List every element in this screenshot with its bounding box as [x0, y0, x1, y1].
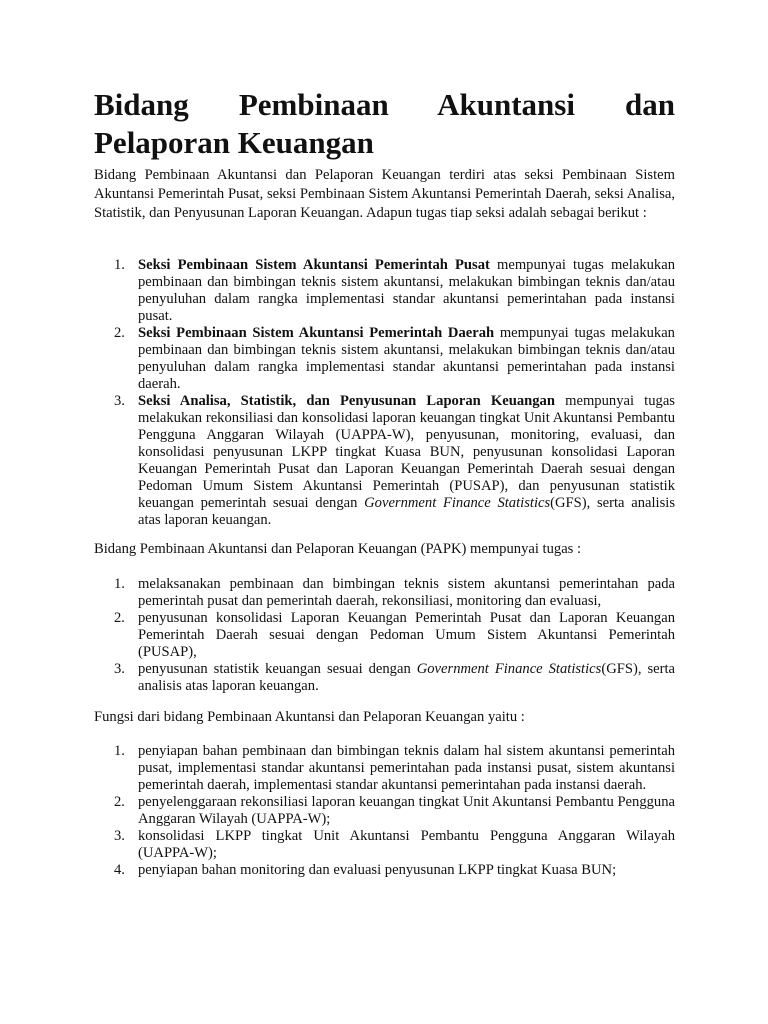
fungsi-intro: Fungsi dari bidang Pembinaan Akuntansi dan Pelaporan Keuangan yaitu :	[94, 709, 525, 725]
task-text-tail: (GFS), serta analisis atas laporan keuangan.	[138, 661, 675, 694]
title-line-1: Bidang Pembinaan Akuntansi dan	[94, 87, 675, 122]
list-number: 4.	[114, 862, 125, 878]
list-number: 2.	[114, 325, 125, 341]
function-text: penyelenggaraan rekonsiliasi laporan keuangan tingkat Unit Akuntansi Pembantu Pengguna Anggaran Wilayah (UAPPA-W);	[138, 794, 675, 827]
list-item	[94, 828, 675, 862]
intro-paragraph: Bidang Pembinaan Akuntansi dan Pelaporan Keuangan terdiri atas seksi Pembinaan Sistem Akuntansi Pemerintah Pusat, seksi Pembinaan Sistem Akuntansi Pemerintah Daerah, seksi Analisa, Statistik, dan Penyusunan Laporan Keuangan. Adapun tugas tiap seksi adalah sebagai berikut :	[94, 167, 675, 221]
list-number: 3.	[114, 828, 125, 844]
section-name: Seksi Pembinaan Sistem Akuntansi Pemerintah Pusat	[138, 257, 490, 273]
list-number: 1.	[114, 257, 125, 273]
list-item	[94, 393, 675, 529]
list-item	[94, 257, 675, 325]
function-text: konsolidasi LKPP tingkat Unit Akuntansi Pembantu Pengguna Anggaran Wilayah (UAPPA-W);	[138, 828, 675, 861]
list-item	[94, 610, 675, 661]
list-number: 2.	[114, 610, 125, 626]
section-description: mempunyai tugas melakukan pembinaan dan bimbingan teknis sistem akuntansi, melakukan bimbingan teknis dan/atau penyuluhan dalam rangka implementasi standar akuntansi pemerintahan pada instansi pusat.	[138, 257, 675, 324]
italic-term: Government Finance Statistics	[416, 661, 602, 677]
list-number: 1.	[114, 576, 125, 592]
list-item	[94, 862, 675, 879]
list-number: 3.	[114, 661, 125, 677]
task-text: penyusunan statistik keuangan sesuai dengan	[138, 661, 417, 677]
section-description: mempunyai tugas melakukan rekonsiliasi dan konsolidasi laporan keuangan tingkat Unit Akuntansi Pembantu Pengguna Anggaran Wilayah (UAPPA-W), penyusunan, monitoring, evaluasi, dan konsolidasi penyusunan LKPP tingkat Kuasa BUN, penyusunan konsolidasi Laporan Keuangan Pemerintah Pusat dan Laporan Keuangan Pemerintah Daerah sesuai dengan Pedoman Umum Sistem Akuntansi Pemerintah (PUSAP), dan penyusunan statistik keuangan pemerintah sesuai dengan	[138, 393, 675, 511]
section-description: mempunyai tugas melakukan pembinaan dan bimbingan teknis sistem akuntansi, melakukan bimbingan teknis dan/atau penyuluhan dalam rangka implementasi standar akuntansi pemerintahan pada instansi daerah.	[138, 325, 675, 392]
list-item	[94, 325, 675, 393]
section-description-tail: (GFS), serta analisis atas laporan keuangan.	[138, 495, 675, 528]
list-number: 2.	[114, 794, 125, 810]
section-name: Seksi Pembinaan Sistem Akuntansi Pemerintah Daerah	[138, 325, 495, 341]
title-line-2: Pelaporan Keuangan	[94, 125, 374, 160]
list-item	[94, 743, 675, 794]
list-item	[94, 794, 675, 828]
italic-term: Government Finance Statistics	[364, 495, 551, 511]
list-item	[94, 661, 675, 695]
task-text: penyusunan konsolidasi Laporan Keuangan Pemerintah Pusat dan Laporan Keuangan Pemerintah Daerah sesuai dengan Pedoman Umum Sistem Akuntansi Pemerintah (PUSAP),	[138, 610, 675, 660]
list-number: 3.	[114, 393, 125, 409]
function-text: penyiapan bahan monitoring dan evaluasi penyusunan LKPP tingkat Kuasa BUN;	[138, 862, 617, 878]
section-name: Seksi Analisa, Statistik, dan Penyusunan Laporan Keuangan	[138, 393, 555, 409]
list-item	[94, 576, 675, 610]
section-list	[94, 257, 675, 529]
list-number: 1.	[114, 743, 125, 759]
function-text: penyiapan bahan pembinaan dan bimbingan teknis dalam hal sistem akuntansi pemerintah pusat, implementasi standar akuntansi pemerintahan pada instansi pusat, sistem akuntansi pemerintah daerah, implementasi standar akuntansi pemerintahan pada instansi daerah.	[138, 743, 675, 793]
papk-intro: Bidang Pembinaan Akuntansi dan Pelaporan Keuangan (PAPK) mempunyai tugas :	[94, 541, 582, 557]
page-title	[94, 86, 675, 162]
task-text: melaksanakan pembinaan dan bimbingan teknis sistem akuntansi pemerintahan pada pemerintah pusat dan pemerintah daerah, rekonsiliasi, monitoring dan evaluasi,	[138, 576, 675, 609]
fungsi-list	[94, 743, 675, 879]
papk-task-list	[94, 576, 675, 695]
